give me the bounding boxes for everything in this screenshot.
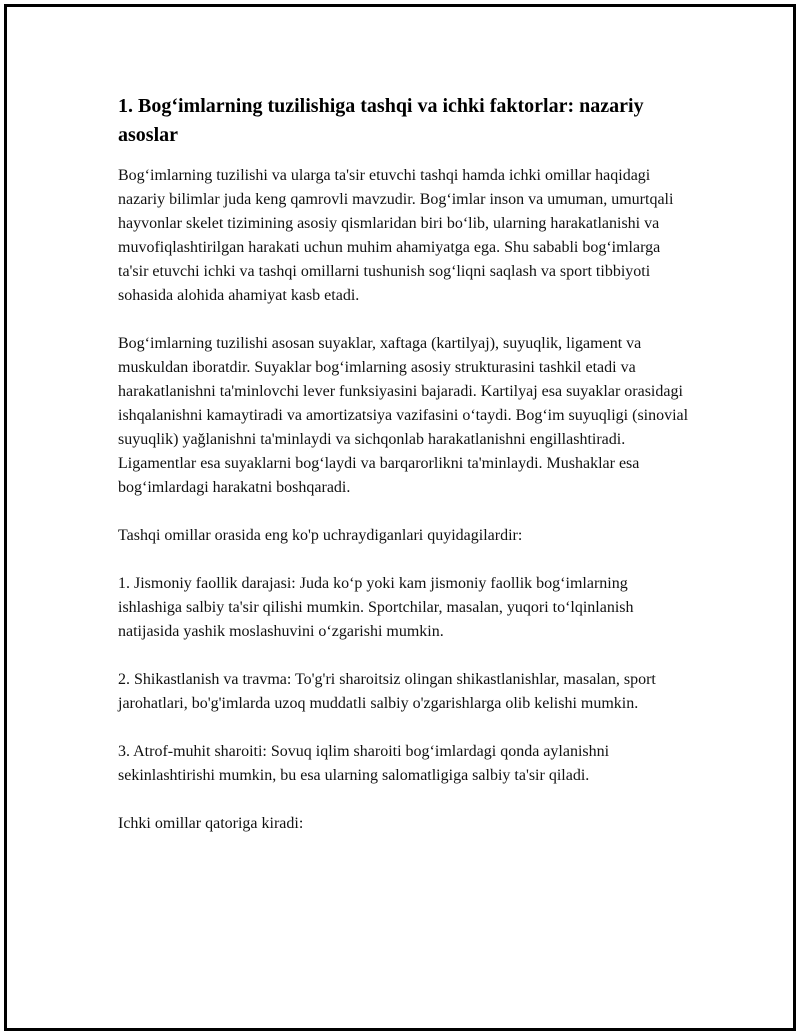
paragraph-intro: Bog‘imlarning tuzilishi va ularga ta'sir etuvchi tashqi hamda ichki omillar haqidagi nazariy bilimlar juda keng qamrovli mavzudir. Bog‘imlar inson va umuman, umurtqali hayvonlar skelet tizimining asosiy qismlaridan biri bo‘lib, ularning harakatlanishi va muvofiqlashtirilgan harakati uchun muhim ahamiyatga ega. Shu sababli bog‘imlarga ta'sir etuvchi ichki va tashqi omillarni tushunish sog‘liqni saqlash va sport tibbiyoti sohasida alohida ahamiyat kasb etadi. (118, 167, 674, 304)
document-body (118, 92, 693, 860)
paragraph-joint-structure: Bog‘imlarning tuzilishi asosan suyaklar, xaftaga (kartilyaj), suyuqlik, ligament va muskuldan iboratdir. Suyaklar bog‘imlarning asosiy strukturasini tashkil etadi va harakatlanishni ta'minlovchi lever funksiyasini bajaradi. Kartilyaj esa suyaklar orasidagi ishqalanishni kamaytiradi va amortizatsiya vazifasini o‘taydi. Bog‘im suyuqligi (sinovial suyuqlik) yağlanishni ta'minlaydi va sichqonlab harakatlanishni engillashtiradi. Ligamentlar esa suyaklarni bog‘laydi va barqarorlikni ta'minlaydi. Mushaklar esa bog‘imlardagi harakatni boshqaradi. (118, 335, 689, 496)
list-item-physical-activity: 1. Jismoniy faollik darajasi: Juda ko‘p yoki kam jismoniy faollik bog‘imlarning ishlashiga salbiy ta'sir qilishi mumkin. Sportchilar, masalan, yuqori to‘lqinlanish natijasida yashik moslashuvini o‘zgarishi mumkin. (118, 575, 634, 640)
paragraph-external-factors-lead: Tashqi omillar orasida eng ko'p uchraydiganlari quyidagilardir: (118, 527, 523, 544)
paragraph-internal-factors-lead: Ichki omillar qatoriga kiradi: (118, 815, 304, 832)
list-item-environment: 3. Atrof-muhit sharoiti: Sovuq iqlim sharoiti bog‘imlardagi qonda aylanishni sekinlashtirishi mumkin, bu esa ularning salomatligiga salbiy ta'sir qiladi. (118, 743, 610, 784)
list-item-injury-trauma: 2. Shikastlanish va travma: To'g'ri sharoitsiz olingan shikastlanishlar, masalan, sport jarohatlari, bo'g'imlarda uzoq muddatli salbiy o'zgarishlarga olib kelishi mumkin. (118, 671, 656, 712)
section-heading: 1. Bog‘imlarning tuzilishiga tashqi va ichki faktorlar: nazariy asoslar (118, 95, 644, 146)
